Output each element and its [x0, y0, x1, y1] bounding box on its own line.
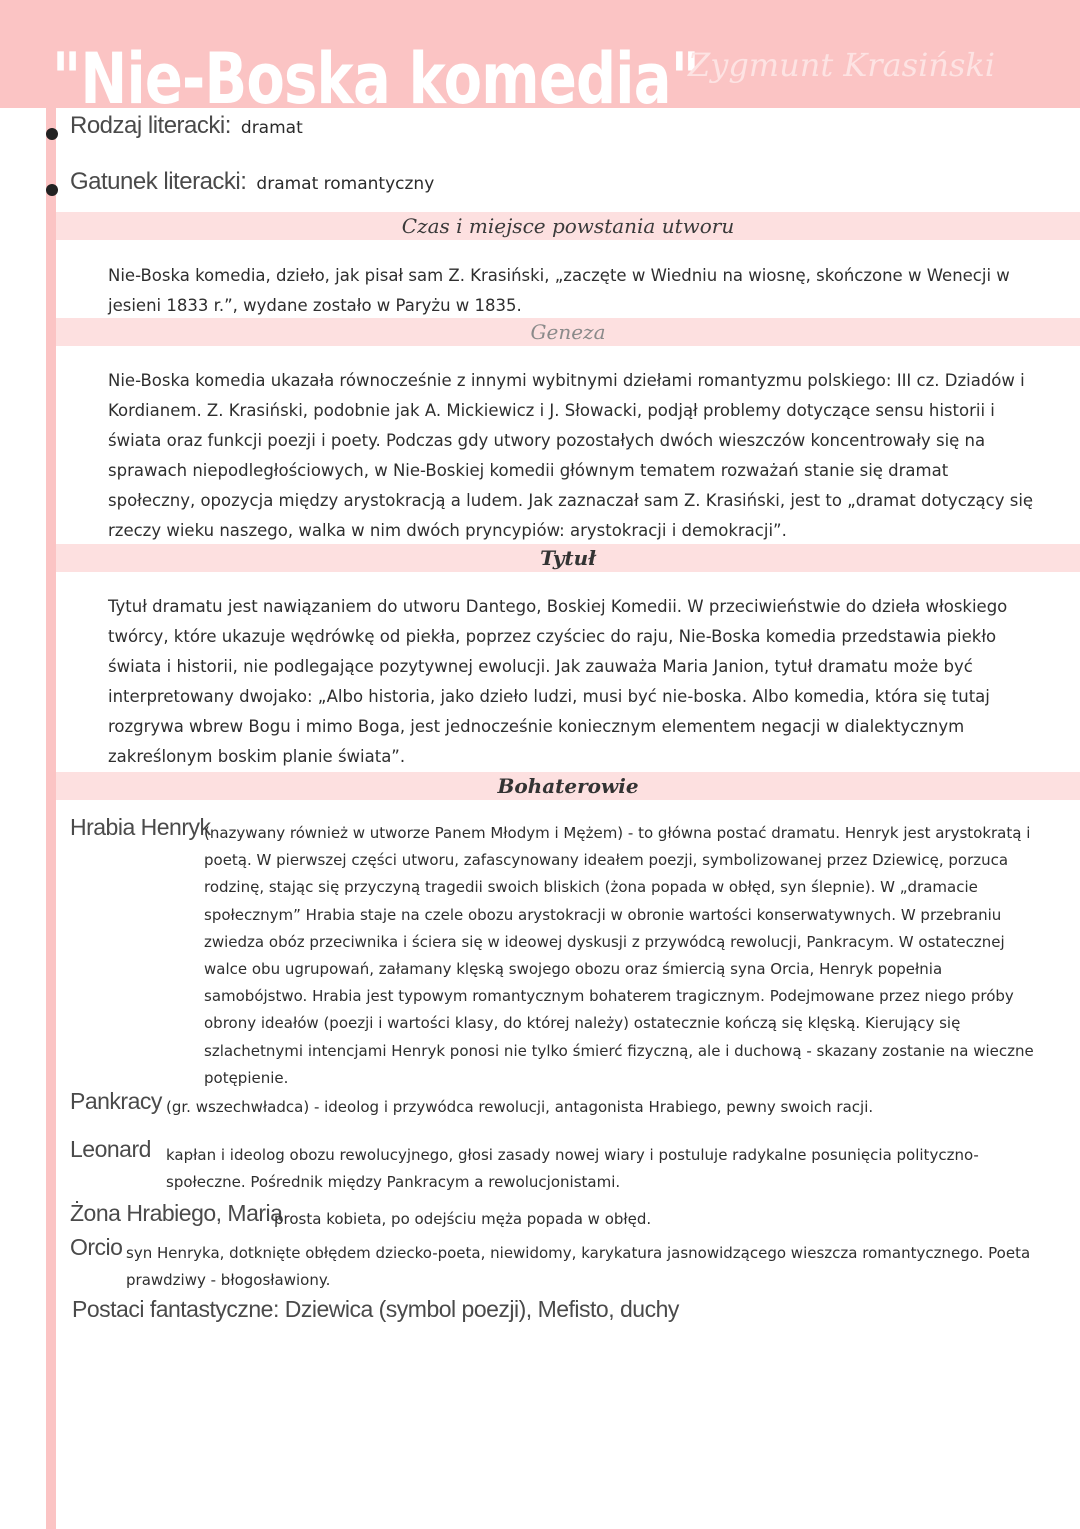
section-title: Geneza [530, 320, 606, 344]
character-description: syn Henryka, dotknięte obłędem dziecko-poeta, niewidomy, karykatura jasnowidzącego wieszcza romantycznego. Poeta prawdziwy - błogosławiony. [126, 1244, 1031, 1290]
character-name: Orcio [70, 1234, 123, 1260]
author-name: Zygmunt Krasiński [688, 46, 995, 84]
meta-label: Gatunek literacki: [70, 168, 247, 195]
page-title: "Nie-Boska komedia" [52, 38, 700, 120]
meta-value: dramat [240, 118, 303, 138]
character-name: Pankracy [70, 1088, 162, 1114]
character-description: (gr. wszechwładca) - ideolog i przywódca rewolucji, antagonista Hrabiego, pewny swoich racji. [166, 1098, 874, 1116]
bullet-dot [46, 128, 58, 140]
character-name: Żona Hrabiego, Maria [70, 1200, 283, 1226]
section-header-geneza [56, 318, 1080, 346]
bullet-dot [46, 184, 58, 196]
meta-gatunek [70, 168, 434, 196]
character-description: (nazywany również w utworze Panem Młodym i Mężem) - to główna postać dramatu. Henryk jest arystokratą i poetą. W pierwszej części utworu, zafascynowany ideałem poezji, symbolizowanej przez Dziewicę, porzuca rodzinę, stając się przyczyną tragedii swoich bliskich (żona popada w obłęd, syn ślepnie). W „dramacie społecznym” Hrabia staje na czele obozu arystokracji w obronie wartości konserwatywnych. W przebraniu zwiedza obóz przeciwnika i ściera się w ideowej dyskusji z przywódcą rewolucji, Pankracym. W ostatecznej walce obu ugrupowań, załamany klęską swojego obozu oraz śmiercią syna Orcia, Henryk popełnia samobójstwo. Hrabia jest typowym romantycznym bohaterem tragicznym. Podejmowane przez niego próby obrony ideałów (poezji i wartości klasy, do której należy) ostatecznie kończą się klęską. Kierujący się szlachetnymi intencjami Henryk ponosi nie tylko śmierć fizyczną, ale i duchową - skazany zostanie na wieczne potępienie. [204, 824, 1034, 1087]
paragraph-czas: Nie-Boska komedia, dzieło, jak pisał sam Z. Krasiński, „zaczęte w Wiedniu na wiosnę, skończone w Wenecji w jesieni 1833 r.”, wydane zostało w Paryżu w 1835. [108, 266, 1010, 315]
section-title: Tytuł [540, 546, 596, 570]
paragraph-geneza: Nie-Boska komedia ukazała równocześnie z innymi wybitnymi dziełami romantyzmu polskiego: III cz. Dziadów i Kordianem. Z. Krasiński, podobnie jak A. Mickiewicz i J. Słowacki, podjął problemy dotyczące sensu historii i świata oraz funkcji poezji i poety. Podczas gdy utwory pozostałych dwóch wieszczów koncentrowały się na sprawach niepodległościowych, w Nie-Boskiej komedii głównym tematem rozważań stanie się dramat społeczny, opozycja między arystokracją a ludem. Jak zaznaczał sam Z. Krasiński, jest to „dramat dotyczący się rzeczy wieku naszego, walka w nim dwóch pryncypiów: arystokracji i demokracji”. [108, 371, 1034, 540]
paragraph-tytul: Tytuł dramatu jest nawiązaniem do utworu Dantego, Boskiej Komedii. W przeciwieństwie do dzieła włoskiego twórcy, które ukazuje wędrówkę od piekła, poprzez czyściec do raju, Nie-Boska komedia przedstawia piekło świata i historii, nie podlegające pozytywnej ewolucji. Jak zauważa Maria Janion, tytuł dramatu może być interpretowany dwojako: „Albo historia, jako dzieło ludzi, musi być nie-boska. Albo komedia, która się tutaj rozgrywa wbrew Bogu i mimo Boga, jest jednocześnie koniecznym elementem negacji w dialektycznym zakreślonym boskim planie świata”. [108, 597, 1008, 766]
section-header-czas [56, 212, 1080, 240]
left-margin-rail [46, 0, 56, 1529]
meta-rodzaj [70, 112, 303, 140]
section-title: Bohaterowie [497, 774, 639, 798]
meta-label: Rodzaj literacki: [70, 112, 231, 139]
character-name: Hrabia Henryk [70, 814, 211, 840]
character-description: prosta kobieta, po odejściu męża popada w obłęd. [274, 1210, 652, 1228]
character-description: kapłan i ideolog obozu rewolucyjnego, głosi zasady nowej wiary i postuluje radykalne posunięcia polityczno-społeczne. Pośrednik między Pankracym a rewolucjonistami. [166, 1146, 979, 1192]
section-header-bohaterowie [56, 772, 1080, 800]
section-header-tytul [56, 544, 1080, 572]
section-title: Czas i miejsce powstania utworu [401, 214, 735, 238]
fantastic-characters: Postaci fantastyczne: Dziewica (symbol poezji), Mefisto, duchy [72, 1296, 679, 1322]
meta-value: dramat romantyczny [256, 174, 435, 194]
character-name: Leonard [70, 1136, 151, 1162]
